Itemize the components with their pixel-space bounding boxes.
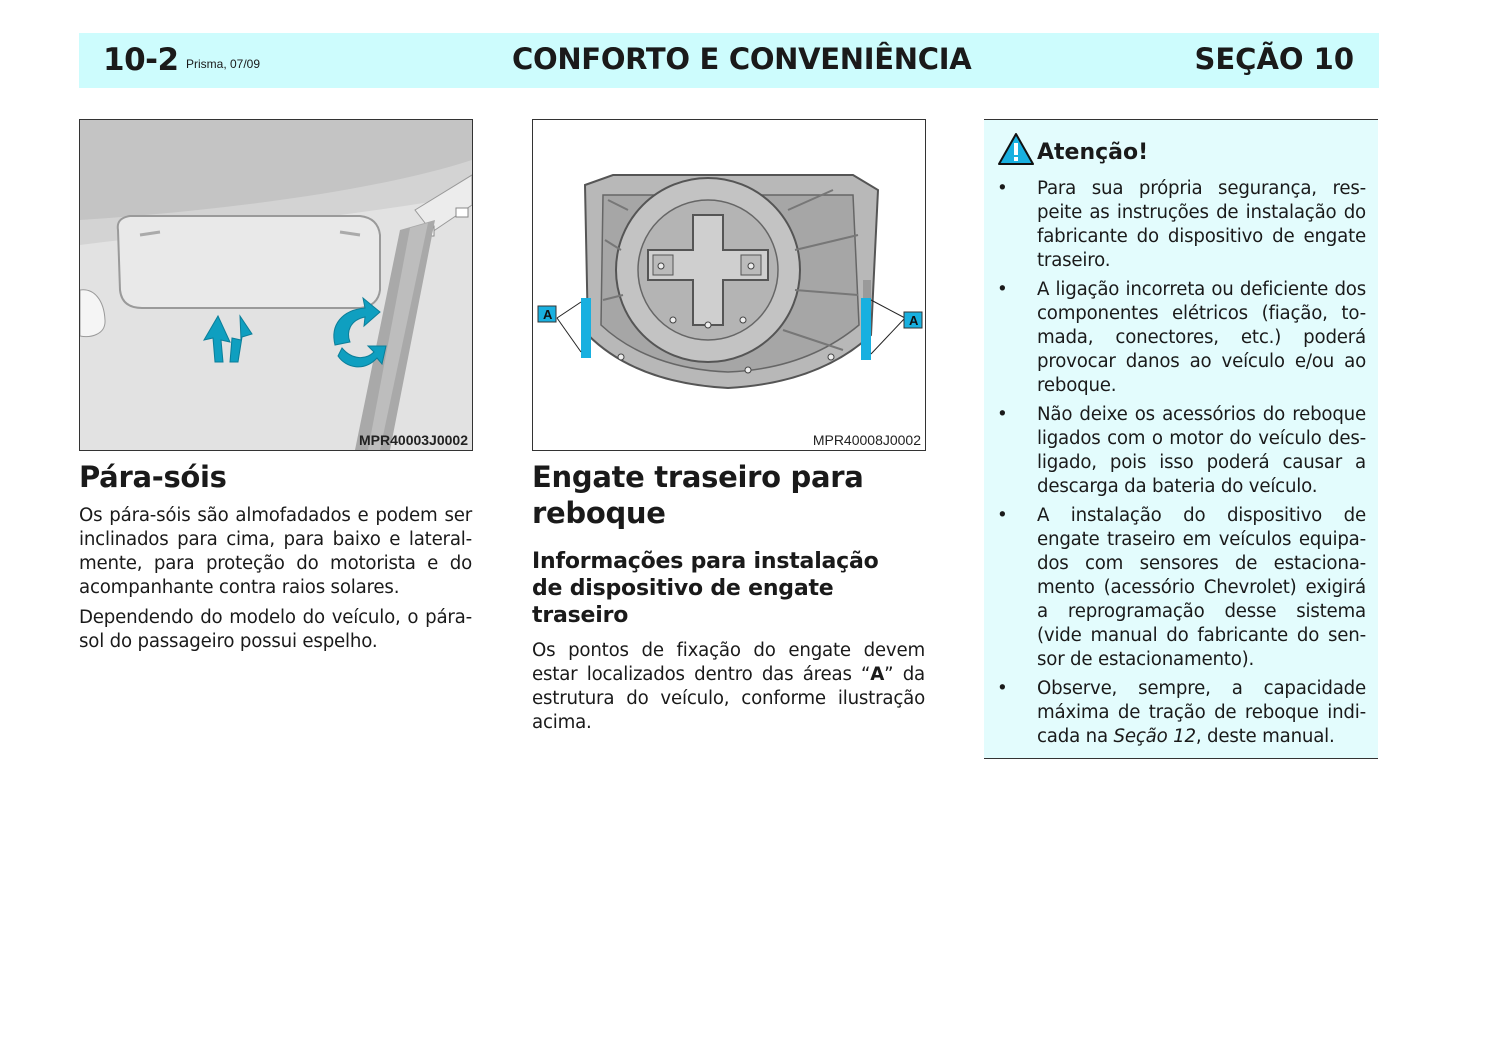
sunvisors-heading: Pára-sóis — [79, 460, 227, 494]
page-number: 10-2 — [103, 42, 179, 78]
figure-code: MPR40008J0002 — [812, 432, 921, 448]
sunvisors-paragraph-1: Os pára-sóis são almofadados e podem ser inclinados para cima, para baixo e lateral-mente, para proteção do motorista e do acompanhante contra raios solares. — [79, 505, 472, 598]
bullet: • — [997, 279, 1008, 300]
warning-item-text: Não deixe os acessórios do reboque ligados com o motor do veículo des-ligado, pois isso poderá causar a descarga da bateria do veículo. — [1037, 404, 1366, 497]
area-a-left-label: A — [543, 307, 553, 322]
warning-item — [997, 677, 1366, 749]
warning-item-text: A instalação do dispositivo de engate traseiro em veículos equipa-dos com sensores de estaciona-mento (acessório Chevrolet) exigirá a reprogramação desse sistema (vide manual do fabricante do sen-sor de estacionamento). — [1037, 505, 1366, 670]
bullet: • — [997, 505, 1008, 526]
warning-list — [997, 177, 1366, 754]
warning-item — [997, 177, 1366, 273]
warning-item-text: Para sua própria segurança, res-peite as instruções de instalação do fabricante do dispositivo de engate traseiro. — [1037, 178, 1366, 271]
bullet: • — [997, 404, 1008, 425]
towhitch-heading: Engate traseiro para reboque — [532, 460, 864, 530]
area-a-right-label: A — [909, 313, 919, 328]
warning-text-start: Observe, sempre, a capacidade máxima de tração de reboque indi-cada na — [1037, 678, 1366, 747]
warning-title: Atenção! — [1037, 140, 1149, 165]
towhitch-text-end: ” da estrutura do veículo, conforme ilustração acima. — [532, 664, 925, 733]
towhitch-subheading: Informações para instalação de dispositivo de engate traseiro — [532, 549, 879, 628]
page-header — [79, 33, 1379, 88]
towhitch-body — [532, 639, 925, 741]
warning-item-text — [1037, 678, 1366, 747]
towhitch-text-start: Os pontos de fixação do engate devem estar localizados dentro das áreas “ — [532, 640, 925, 685]
area-a-reference: A — [870, 664, 885, 685]
sunvisors-paragraph-2: Dependendo do modelo do veículo, o pára-sol do passageiro possui espelho. — [79, 607, 472, 652]
chapter-title: CONFORTO E CONVENIÊNCIA — [512, 42, 972, 76]
warning-triangle-icon — [997, 132, 1035, 166]
section-label: SEÇÃO 10 — [1194, 42, 1354, 76]
model-edition: Prisma, 07/09 — [186, 57, 261, 71]
warning-item — [997, 403, 1366, 499]
towhitch-paragraph — [532, 639, 925, 735]
warning-item — [997, 278, 1366, 398]
warning-item — [997, 504, 1366, 672]
figure-code: MPR40003J0002 — [359, 432, 468, 448]
sunvisor-illustration — [79, 119, 473, 451]
warning-text-end: , deste manual. — [1195, 726, 1335, 747]
tow-hitch-illustration — [532, 119, 926, 451]
bullet: • — [997, 678, 1008, 699]
section-reference: Seção 12 — [1113, 726, 1196, 747]
warning-item-text: A ligação incorreta ou deficiente dos componentes elétricos (fiação, to-mada, conectores, etc.) poderá provocar danos ao veículo e/ou ao reboque. — [1037, 279, 1366, 396]
warning-box — [984, 119, 1378, 759]
bullet: • — [997, 178, 1008, 199]
sunvisors-body — [79, 504, 472, 660]
